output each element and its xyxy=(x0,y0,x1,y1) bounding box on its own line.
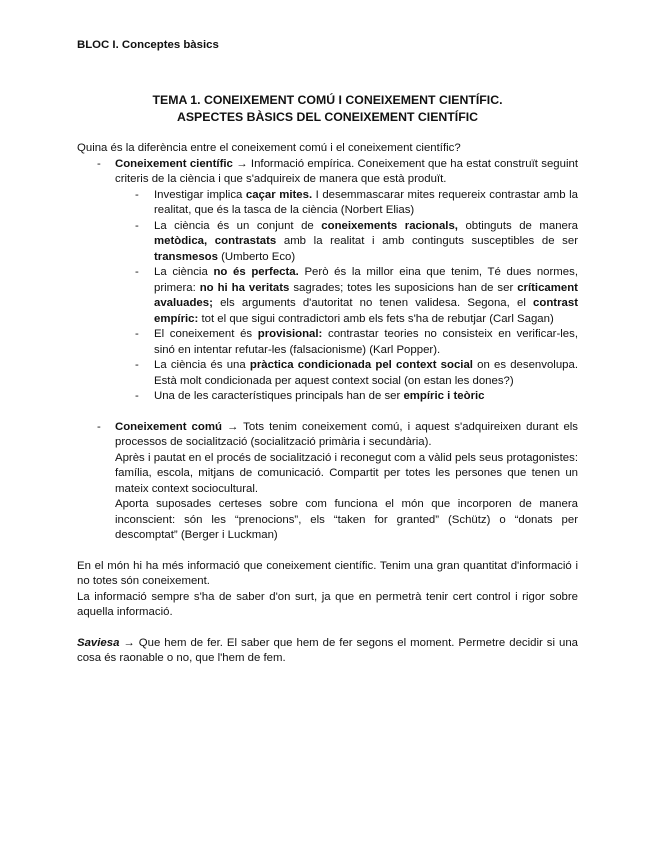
bullet-dash: - xyxy=(135,188,139,201)
bullet-dash: - xyxy=(97,157,101,170)
bullet-dash: - xyxy=(135,219,139,232)
sub-item-text: La ciència no és perfecta. Però és la millor eina que tenim, Té dues normes, primera: no hi ha veritats sagrades; totes les suposicions han de ser críticament avaluades; els arguments d'autoritat no tenen validesa. Segona, el contrast empíric: tot el que sigui contradictori amb els fets s'ha de rebutjar (Carl Sagan) xyxy=(154,266,578,325)
spacer xyxy=(77,405,578,420)
scientific-knowledge-section xyxy=(77,157,578,188)
sub-item-text: Investigar implica caçar mites. I desemmascarar mites requereix contrastar amb la realitat, que és la tasca de la ciència (Norbert Elias) xyxy=(154,188,578,216)
sub-item xyxy=(77,389,578,405)
information-paragraph-1: En el món hi ha més informació que coneixement científic. Tenim una gran quantitat d'informació i no totes són coneixement. xyxy=(77,559,578,587)
sub-item-text: La ciència és una pràctica condicionada pel context social on es desenvolupa. Està molt condicionada per aquest context social (on estan les dones?) xyxy=(154,359,578,387)
common-knowledge-section xyxy=(77,420,578,544)
topic-title-line-1: TEMA 1. CONEIXEMENT COMÚ I CONEIXEMENT CIENTÍFIC. xyxy=(152,93,503,107)
common-paragraph-3: Aporta suposades certeses sobre com funciona el món que incorporen de manera inconscient: són les “prenocions”, els “taken for granted” (Schütz) o “donats per descomptat” (Berger i Luckman) xyxy=(115,498,578,541)
saviesa-text: → Que hem de fer. El saber que hem de fer segons el moment. Permetre decidir si una cosa és raonable o no, que l'hem de fem. xyxy=(77,636,578,664)
spacer xyxy=(77,621,578,636)
topic-title-line-2: ASPECTES BÀSICS DEL CONEIXEMENT CIENTÍFIC xyxy=(176,110,479,124)
sub-item xyxy=(77,265,578,327)
bullet-dash: - xyxy=(135,359,139,371)
document-body xyxy=(77,141,578,667)
saviesa-paragraph xyxy=(77,636,578,667)
sub-item xyxy=(77,358,578,389)
scientific-term: Coneixement científic xyxy=(115,157,233,170)
sub-item-text: Una de les característiques principals han de ser empíric i teòric xyxy=(154,390,485,402)
block-header: BLOC I. Conceptes bàsics xyxy=(77,39,219,51)
bullet-dash: - xyxy=(97,420,101,433)
saviesa-term: Saviesa xyxy=(77,636,120,649)
bullet-dash: - xyxy=(135,390,139,402)
sub-item xyxy=(77,327,578,358)
question-paragraph: Quina és la diferència entre el coneixement comú i el coneixement científic? xyxy=(77,142,461,154)
sub-item-text: El coneixement és provisional: contrastar teories no consisteix en verificar-les, sinó en intentar refutar-les (falsacionisme) (Karl Popper). xyxy=(154,328,578,356)
common-definition-text: → Tots tenim coneixement comú, i aquest s'adquireixen durant els processos de socialització (socialització primària i secundària). xyxy=(115,420,579,448)
information-paragraph-2: La informació sempre s'ha de saber d'on surt, ja que en permetrà tenir cert control i rigor sobre aquella informació. xyxy=(77,590,578,618)
common-term: Coneixement comú xyxy=(115,420,222,433)
common-paragraph-2: Après i pautat en el procés de socialització i reconegut com a vàlid pels seus protagonistes: família, escola, mitjans de comunicació. Compartit per totes les persones que tenen un mateix context sociocultural. xyxy=(115,451,578,495)
common-definition xyxy=(115,420,578,451)
bullet-dash: - xyxy=(135,328,139,340)
sub-item xyxy=(77,188,578,219)
sub-item xyxy=(77,219,578,266)
scientific-definition-text: → Informació empírica. Coneixement que ha estat construït seguint criteris de la ciència i que s'adquireix de manera que està produït. xyxy=(115,157,579,185)
bullet-dash: - xyxy=(135,266,139,278)
spacer xyxy=(77,544,578,559)
sub-item-text: La ciència és un conjunt de coneixements racionals, obtinguts de manera metòdica, contrastats amb la realitat i amb continguts susceptibles de ser transmesos (Umberto Eco) xyxy=(154,219,578,263)
scientific-definition xyxy=(115,157,578,188)
